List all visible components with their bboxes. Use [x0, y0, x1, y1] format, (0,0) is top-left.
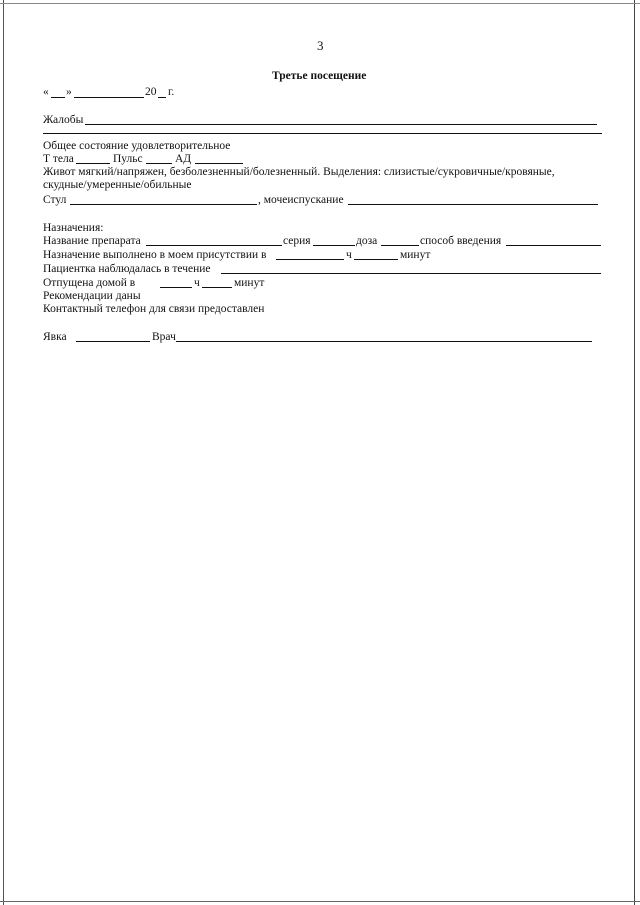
done-minutes-label: минут	[400, 249, 431, 261]
date-day-field[interactable]	[51, 97, 65, 98]
dose-field[interactable]	[381, 245, 419, 246]
date-close-quote: »	[66, 86, 72, 98]
page-edge-top	[0, 3, 640, 4]
appearance-label: Явка	[43, 331, 67, 343]
general-state-text: Общее состояние удовлетворительное	[43, 140, 231, 152]
date-open-quote: «	[43, 86, 49, 98]
released-hours-field[interactable]	[160, 287, 192, 288]
released-label: Отпущена домой в	[43, 277, 136, 289]
date-year-suffix: г.	[168, 86, 175, 98]
done-minutes-field[interactable]	[354, 259, 398, 260]
series-field[interactable]	[313, 245, 355, 246]
done-hours-label: ч	[346, 249, 352, 261]
appearance-field[interactable]	[76, 341, 150, 342]
done-label: Назначение выполнено в моем присутствии в	[43, 249, 267, 261]
stool-field[interactable]	[70, 204, 257, 205]
released-minutes-field[interactable]	[202, 287, 232, 288]
temperature-field[interactable]	[76, 163, 110, 164]
released-minutes-label: минут	[234, 277, 265, 289]
temperature-label: Т тела	[43, 153, 74, 165]
route-field[interactable]	[506, 245, 601, 246]
dose-label: доза	[356, 235, 378, 247]
date-month-field[interactable]	[74, 97, 144, 98]
complaints-field[interactable]	[85, 124, 597, 125]
recommendations-text: Рекомендации даны	[43, 290, 141, 302]
observed-label: Пациентка наблюдалась в течение	[43, 263, 211, 275]
abdomen-text: Живот мягкий/напряжен, безболезненный/болезненный. Выделения: слизистые/сукровичные/кровяные,	[43, 166, 555, 178]
page-edge-bottom	[0, 901, 640, 902]
discharge-text: скудные/умеренные/обильные	[43, 179, 192, 191]
urination-label: , мочеиспускание	[258, 194, 344, 206]
observed-field[interactable]	[221, 273, 601, 274]
blood-pressure-label: АД	[175, 153, 192, 165]
pulse-field[interactable]	[146, 163, 172, 164]
prescriptions-heading: Назначения:	[43, 222, 104, 234]
route-label: способ введения	[420, 235, 502, 247]
doctor-label: Врач	[152, 331, 176, 343]
complaints-field-continued[interactable]	[43, 133, 602, 134]
complaints-label: Жалобы	[43, 114, 84, 126]
stool-label: Стул	[43, 194, 67, 206]
page-title: Третье посещение	[272, 70, 367, 82]
series-label: серия	[283, 235, 311, 247]
page-edge-left	[3, 0, 4, 905]
date-year-field[interactable]	[158, 97, 166, 98]
released-hours-label: ч	[194, 277, 200, 289]
done-hours-field[interactable]	[276, 259, 344, 260]
blood-pressure-field[interactable]	[195, 163, 243, 164]
date-year-prefix: 20	[145, 86, 157, 98]
phone-text: Контактный телефон для связи предоставлен	[43, 303, 265, 315]
pulse-label: Пульс	[113, 153, 143, 165]
page-edge-right	[634, 0, 635, 905]
drug-name-field[interactable]	[146, 245, 282, 246]
page-number: 3	[317, 38, 324, 53]
urination-field[interactable]	[348, 204, 598, 205]
drug-name-label: Название препарата	[43, 235, 141, 247]
doctor-signature-field[interactable]	[176, 341, 592, 342]
